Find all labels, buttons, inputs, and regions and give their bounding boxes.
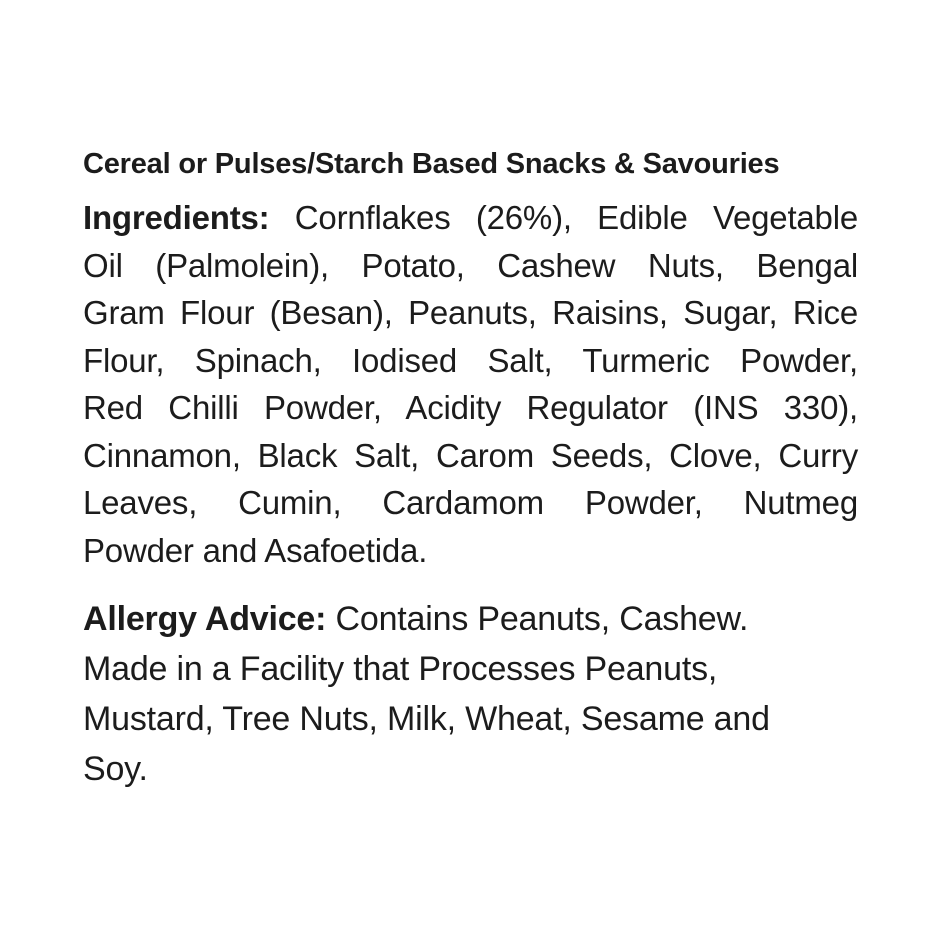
ingredients-line-1-text: Cornflakes (26%), Edible Vegetable — [294, 199, 858, 236]
ingredients-line-4: Flour, Spinach, Iodised Salt, Turmeric Powder, — [83, 341, 858, 379]
ingredients-section — [83, 194, 858, 574]
ingredients-line-8: Powder and Asafoetida. — [83, 531, 428, 569]
allergy-line-1-text: Contains Peanuts, Cashew. — [335, 600, 749, 638]
ingredients-line-5: Red Chilli Powder, Acidity Regulator (INS 330), — [83, 389, 858, 426]
food-label-text-block — [83, 147, 858, 794]
ingredients-line-2: Oil (Palmolein), Potato, Cashew Nuts, Bengal — [83, 246, 858, 284]
product-category-heading: Cereal or Pulses/Starch Based Snacks & Savouries — [83, 148, 780, 180]
ingredients-line-7: Leaves, Cumin, Cardamom Powder, Nutmeg — [83, 484, 858, 521]
ingredients-line-6: Cinnamon, Black Salt, Carom Seeds, Clove, Curry — [83, 436, 858, 474]
ingredients-line-3: Gram Flour (Besan), Peanuts, Raisins, Sugar, Rice — [83, 294, 858, 331]
allergy-line-3: Mustard, Tree Nuts, Milk, Wheat, Sesame and — [83, 700, 770, 738]
allergy-line-1 — [83, 594, 858, 644]
allergy-line-4: Soy. — [83, 750, 148, 788]
allergy-line-2: Made in a Facility that Processes Peanuts, — [83, 650, 718, 688]
ingredients-label: Ingredients: — [83, 199, 270, 236]
ingredients-line-1 — [83, 194, 858, 242]
allergy-advice-label: Allergy Advice: — [83, 600, 327, 638]
allergy-advice-section — [83, 594, 858, 794]
